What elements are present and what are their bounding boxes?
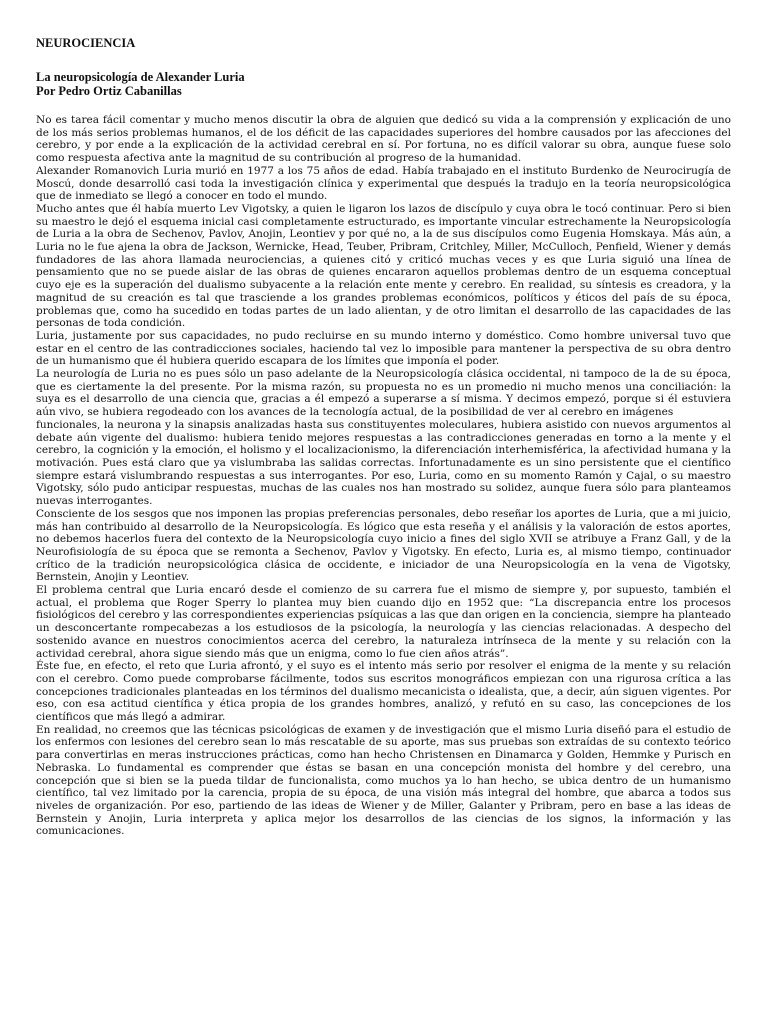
- document-page: [36, 36, 731, 838]
- paragraph-1: No es tarea fácil comentar y mucho menos discutir la obra de alguien que dedicó su vida a la comprensión y explicación de uno de los más serios problemas humanos, el de los déficit de las capacidades superiores del hombre causados por las afecciones del cerebro, y por ende a la explicación de la actividad cerebral en sí. Por fortuna, no es difícil valorar su obra, aunque fuese solo como respuesta afectiva ante la magnitud de su contribución al progreso de la humanidad.: [36, 114, 731, 165]
- article-body: [36, 114, 731, 838]
- spacer: [36, 50, 731, 70]
- paragraph-8: El problema central que Luria encaró desde el comienzo de su carrera fue el mismo de siempre y, por supuesto, también el actual, el problema que Roger Sperry lo plantea muy bien cuando dijo en 1952 que: “La discrepancia entre los procesos fisiológicos del cerebro y las correspondientes experiencias psíquicas a las que dan origen en la conciencia, siempre ha planteado un desconcertante rompecabezas a los estudiosos de la psicología, la neurología y las ciencias relacionadas. A despecho del sostenido avance en nuestros conocimientos acerca del cerebro, la naturaleza intrínseca de la mente y su relación con la actividad cerebral, ahora sigue siendo más que un enigma, como lo fue cien años atrás”.: [36, 584, 731, 660]
- paragraph-4: Luria, justamente por sus capacidades, no pudo recluirse en su mundo interno y doméstico. Como hombre universal tuvo que estar en el centro de las contradicciones sociales, haciendo tal vez lo imposible para mantener la perspectiva de su obra dentro de un humanismo que él hubiera querido escapara de los límites que imponía el poder.: [36, 329, 731, 368]
- paragraph-9: Éste fue, en efecto, el reto que Luria afrontó, y el suyo es el intento más serio por resolver el enigma de la mente y su relación con el cerebro. Como puede comprobarse fácilmente, todos sus escritos monográficos empiezan con una rigurosa crítica a las concepciones tradicionales planteadas en los términos del dualismo mecanicista o idealista, que, a decir, aún siguen vigentes. Por eso, con esa actitud científica y ética propia de los grandes hombres, analizó, y refutó en su caso, las concepciones de los científicos que más llegó a admirar.: [36, 660, 731, 724]
- paragraph-2: Alexander Romanovich Luria murió en 1977 a los 75 años de edad. Había trabajado en el instituto Burdenko de Neurocirugía de Moscú, donde desarrolló casi toda la investigación clínica y experimental que después la tradujo en la teoría neuropsicológica que de inmediato se llegó a conocer en todo el mundo.: [36, 164, 731, 203]
- spacer: [36, 98, 731, 114]
- author-line: Por Pedro Ortiz Cabanillas: [36, 84, 182, 98]
- paragraph-7: Consciente de los sesgos que nos imponen las propias preferencias personales, debo reseñar los aportes de Luria, que a mi juicio, más han contribuido al desarrollo de la Neuropsicología. Es lógico que esta reseña y el análisis y la valoración de estos aportes, no debemos hacerlos fuera del contexto de la Neuropsicología cuyo inicio a fines del siglo XVII se atribuye a Franz Gall, y de la Neurofisiología de su época que se remonta a Sechenov, Pavlov y Vigotsky. En efecto, Luria es, al mismo tiempo, continuador crítico de la tradición neuropsicológica clásica de occidente, e iniciador de una Neuropsicología en la vena de Vigotsky, Bernstein, Anojin y Leontiev.: [36, 507, 731, 584]
- article-title: La neuropsicología de Alexander Luria: [36, 70, 245, 84]
- paragraph-5: La neurología de Luria no es pues sólo un paso adelante de la Neuropsicología clásica occidental, ni tampoco de la de su época, que es ciertamente la del presente. Por la misma razón, su propuesta no es un promedio ni mucho menos una conciliación: la suya es el desarrollo de una ciencia que, gracias a él empezó a superarse a sí misma. Y decimos empezó, porque si él estuviera aún vivo, se hubiera regodeado con los avances de la tecnología actual, de la posibilidad de ver al cerebro en imágenes: [36, 368, 731, 419]
- paragraph-6: funcionales, la neurona y la sinapsis analizadas hasta sus constituyentes moleculares, hubiera asistido con nuevos argumentos al debate aún vigente del dualismo: hubiera tenido mejores respuestas a las contradicciones generadas en torno a la mente y el cerebro, la cognición y la emoción, el holismo y el localizacionismo, la diferenciación interhemisférica, la afectividad humana y la motivación. Pues está claro que ya vislumbraba las salidas correctas. Infortunadamente es un sino persistente que el científico siempre estará vislumbrando respuestas a sus interrogantes. Por eso, Luria, como en su momento Ramón y Cajal, o su maestro Vigotsky, sólo pudo anticipar respuestas, muchas de las cuales nos han mostrado su solidez, aunque fuera sólo para planteamos nuevas interrogantes.: [36, 418, 731, 508]
- paragraph-10: En realidad, no creemos que las técnicas psicológicas de examen y de investigación que el mismo Luria diseñó para el estudio de los enfermos con lesiones del cerebro sean lo más rescatable de su aporte, mas sus pruebas son extraídas de su contexto teórico para convertirlas en meras instrucciones prácticas, como han hecho Christensen en Dinamarca y Golden, Hemmke y Purisch en Nebraska. Lo fundamental es comprender que éstas se basan en una concepción monista del hombre y del cerebro, una concepción que si bien se la pueda tildar de funcionalista, como muchos ya lo han hecho, se ubica dentro de un humanismo científico, tal vez limitado por la carencia, propia de su época, de una visión más integral del hombre, que abarca a todos sus niveles de organización. Por eso, partiendo de las ideas de Wiener y de Miller, Galanter y Pribram, pero en base a las ideas de Bernstein y Anojin, Luria interpreta y aplica mejor los desarrollos de las ciencias de los signos, la información y las comunicaciones.: [36, 723, 731, 838]
- paragraph-3: Mucho antes que él había muerto Lev Vigotsky, a quien le ligaron los lazos de discípulo y cuya obra le tocó continuar. Pero si bien su maestro le dejó el esquema inicial casi completamente estructurado, es importante vincular estrechamente la Neuropsicología de Luria a la obra de Sechenov, Pavlov, Anojin, Leontiev y por qué no, a la de sus discípulos como Eugenia Homskaya. Más aún, a Luria no le fue ajena la obra de Jackson, Wernicke, Head, Teuber, Pribram, Critchley, Miller, McCulloch, Penfield, Wiener y demás fundadores de las ahora llamada neurociencias, a quienes citó y criticó muchas veces y es que Luria siguió una línea de pensamiento que no se puede aislar de las obras de quienes encararon aquellos problemas dentro de un esquema conceptual cuyo eje es la superación del dualismo subyacente a la relación ente mente y cerebro. En realidad, su síntesis es creadora, y la magnitud de su creación es tal que trasciende a los grandes problemas económicos, políticos y éticos del país de su época, problemas que, como ha sucedido en todas partes de un lado alientan, y de otro limitan el desarrollo de las capacidades de las personas de toda condición.: [36, 202, 731, 330]
- section-title: NEUROCIENCIA: [36, 36, 136, 50]
